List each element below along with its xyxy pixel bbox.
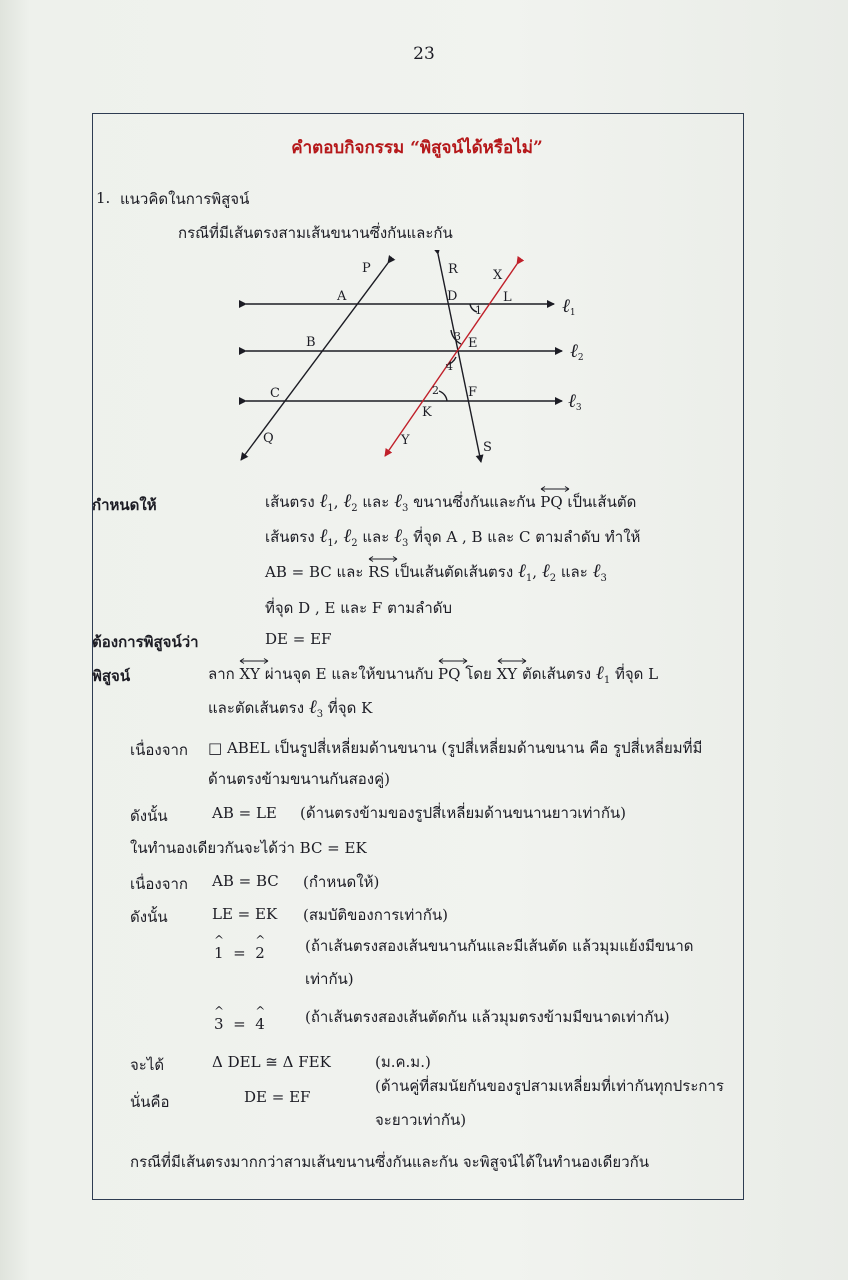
label-l1: ℓ1 — [562, 295, 576, 318]
item-number: 1. — [96, 189, 111, 207]
given-line-4: ที่จุด D , E และ F ตามลำดับ — [265, 599, 453, 617]
label-q: Q — [263, 431, 274, 446]
reason-ab-le: (ด้านตรงข้ามของรูปสี่เหลี่ยมด้านขนานยาวเท่ากัน) — [300, 804, 627, 822]
therefore-label-1: ดังนั้น — [130, 807, 168, 825]
label-f: F — [468, 385, 478, 400]
label-d: D — [447, 289, 458, 304]
section-title: คำตอบกิจกรรม “พิสูจน์ได้หรือไม่” — [291, 138, 543, 158]
given-line-2: เส้นตรง ℓ$_1$, ℓ$_2$ และ ℓ$_3$ ที่จุด A , B และ C ตามลำดับ ทำให้ — [265, 525, 641, 549]
given-line-1: เส้นตรง ℓ$_1$, ℓ$_2$ และ ℓ$_3$ ขนานซึ่งกันและกัน PQ เป็นเส้นตัด — [265, 490, 636, 514]
reason-vertical-angles: (ถ้าเส้นตรงสองเส้นตัดกัน แล้วมุมตรงข้ามมีขนาดเท่ากัน) — [305, 1008, 670, 1026]
label-y: Y — [401, 433, 410, 448]
reason-asa: (ม.ค.ม.) — [375, 1053, 431, 1071]
label-e: E — [468, 336, 478, 351]
stmt-congruent: Δ DEL ≅ Δ FEK — [212, 1053, 331, 1071]
label-b: B — [306, 335, 316, 350]
angle-arc-2 — [439, 391, 447, 401]
stmt-angle-1-2: ^ 1 = ^ 2 — [214, 933, 266, 962]
label-a: A — [337, 289, 347, 304]
case-text: กรณีที่มีเส้นตรงสามเส้นขนานซึ่งกันและกัน — [178, 224, 453, 242]
page-number: 23 — [413, 44, 435, 64]
stmt-angle-3-4: ^ 3 = ^ 4 — [214, 1004, 266, 1033]
stmt-bc-ek: ในทำนองเดียวกันจะได้ว่า BC = EK — [130, 839, 367, 857]
label-p: P — [362, 261, 371, 276]
reason-cpct-cont: จะยาวเท่ากัน) — [375, 1111, 467, 1129]
label-r: R — [448, 262, 458, 277]
label-l: L — [503, 290, 512, 305]
closing-note: กรณีที่มีเส้นตรงมากกว่าสามเส้นขนานซึ่งกันและกัน จะพิสูจน์ได้ในทำนองเดียวกัน — [130, 1153, 649, 1171]
label-l3: ℓ3 — [568, 390, 582, 413]
since-label-1: เนื่องจาก — [130, 741, 189, 759]
given-label: กำหนดให้ — [92, 496, 157, 514]
reason-cpct: (ด้านคู่ที่สมนัยกันของรูปสามเหลี่ยมที่เท่ากันทุกประการ — [375, 1077, 724, 1095]
label-angle-1: 1 — [475, 304, 482, 317]
proof-label: พิสูจน์ — [92, 667, 131, 685]
reason-alternate-angles: (ถ้าเส้นตรงสองเส้นขนานกันและมีเส้นตัด แล้วมุมแย้งมีขนาด — [305, 937, 694, 955]
stmt-ab-le: AB = LE — [212, 804, 277, 822]
reason-parallelogram: □ ABEL เป็นรูปสี่เหลี่ยมด้านขนาน (รูปสี่เหลี่ยมด้านขนาน คือ รูปสี่เหลี่ยมที่มี — [208, 739, 703, 757]
parallel-lines-figure — [230, 250, 600, 470]
to-prove-value: DE = EF — [265, 630, 332, 648]
reason-alternate-angles-cont: เท่ากัน) — [305, 970, 354, 988]
item-heading: แนวคิดในการพิสูจน์ — [120, 190, 250, 208]
label-s: S — [483, 440, 492, 455]
line-rs — [438, 254, 481, 462]
label-angle-4: 4 — [446, 360, 453, 373]
proof-line-2: และตัดเส้นตรง ℓ$_3$ ที่จุด K — [208, 696, 373, 720]
thatis-label: นั่นคือ — [130, 1093, 170, 1111]
stmt-le-ek: LE = EK — [212, 905, 278, 923]
label-l2: ℓ2 — [570, 340, 584, 363]
reason-parallelogram-cont: ด้านตรงข้ามขนานกันสองคู่) — [208, 770, 390, 788]
stmt-ab-bc: AB = BC — [212, 872, 279, 890]
label-k: K — [422, 405, 432, 420]
stmt-de-ef: DE = EF — [244, 1088, 311, 1106]
therefore-label-2: ดังนั้น — [130, 908, 168, 926]
label-angle-3: 3 — [454, 330, 461, 343]
get-label: จะได้ — [130, 1056, 165, 1074]
proof-line-1: ลาก XY ผ่านจุด E และให้ขนานกับ PQ โดย XY ตัดเส้นตรง ℓ$_1$ ที่จุด L — [208, 662, 658, 686]
label-angle-2: 2 — [432, 384, 439, 397]
to-prove-label: ต้องการพิสูจน์ว่า — [92, 633, 199, 651]
label-c: C — [270, 386, 280, 401]
reason-equality: (สมบัติของการเท่ากัน) — [303, 906, 448, 924]
label-x: X — [493, 268, 503, 283]
reason-given: (กำหนดให้) — [303, 873, 380, 891]
since-label-2: เนื่องจาก — [130, 875, 189, 893]
given-line-3: AB = BC และ RS เป็นเส้นตัดเส้นตรง ℓ$_1$, ℓ$_2$ และ ℓ$_3$ — [265, 560, 607, 584]
